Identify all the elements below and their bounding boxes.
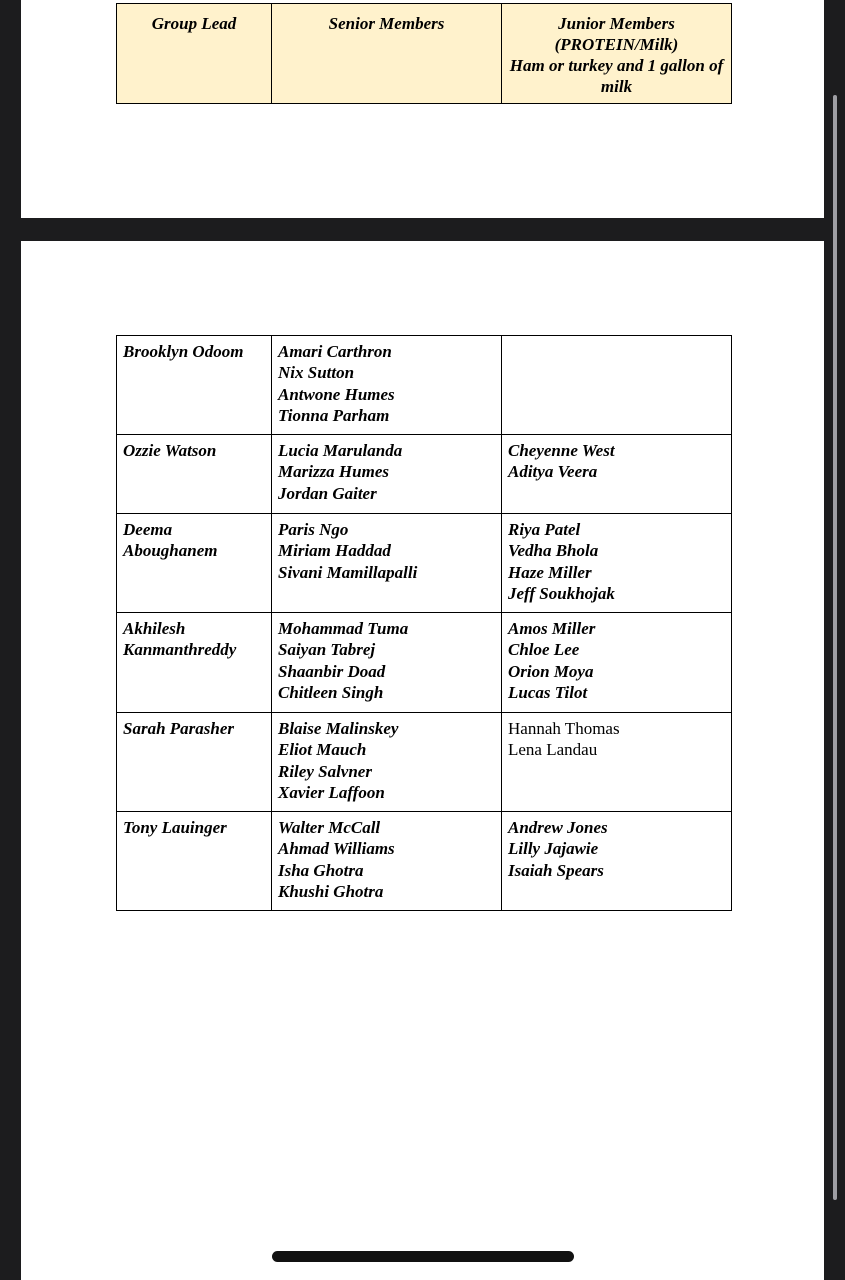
senior-member-name: Mohammad Tuma xyxy=(278,619,409,638)
table-header-row xyxy=(117,4,732,104)
senior-member-name: Sivani Mamillapalli xyxy=(278,562,418,582)
junior-member-name: Lena Landau xyxy=(508,740,598,760)
senior-member-name: Amari Carthron xyxy=(278,342,392,361)
junior-members-cell xyxy=(502,812,732,911)
group-lead-name: Akhilesh Kanmanthreddy xyxy=(123,619,237,660)
table-row xyxy=(117,713,732,812)
senior-members-cell xyxy=(272,812,502,911)
table-row xyxy=(117,812,732,911)
senior-member-name: Antwone Humes xyxy=(278,384,395,404)
header-group-lead: Group Lead xyxy=(117,4,272,104)
table-row xyxy=(117,336,732,435)
senior-member-name: Walter McCall xyxy=(278,818,381,837)
roster-table-body xyxy=(117,336,732,911)
header-junior-subtitle: (PROTEIN/Milk) xyxy=(554,35,679,54)
junior-members-cell xyxy=(502,336,732,435)
junior-member-name: Hannah Thomas xyxy=(508,719,620,738)
senior-members-cell xyxy=(272,613,502,713)
senior-member-name: Lucia Marulanda xyxy=(278,441,403,460)
junior-member-name: Vedha Bhola xyxy=(508,541,599,561)
senior-member-name: Blaise Malinskey xyxy=(278,719,399,738)
header-junior-members xyxy=(502,4,732,104)
senior-member-name: Isha Ghotra xyxy=(278,860,364,880)
senior-member-name: Paris Ngo xyxy=(278,520,349,539)
group-lead-cell xyxy=(117,336,272,435)
senior-member-name: Khushi Ghotra xyxy=(278,881,384,901)
junior-members-cell xyxy=(502,613,732,713)
group-lead-cell xyxy=(117,613,272,713)
senior-member-name: Eliot Mauch xyxy=(278,740,367,760)
junior-member-name: Lilly Jajawie xyxy=(508,839,599,859)
group-lead-cell xyxy=(117,812,272,911)
group-lead-name: Brooklyn Odoom xyxy=(123,342,244,361)
group-lead-cell xyxy=(117,514,272,613)
header-junior-note: Ham or turkey and 1 gallon of milk xyxy=(509,56,724,96)
junior-members-cell xyxy=(502,435,732,514)
group-lead-cell xyxy=(117,435,272,514)
junior-member-name: Cheyenne West xyxy=(508,441,615,460)
junior-member-name: Chloe Lee xyxy=(508,640,580,660)
vertical-scrollbar[interactable] xyxy=(833,95,837,1200)
senior-member-name: Shaanbir Doad xyxy=(278,661,386,681)
junior-member-name: Haze Miller xyxy=(508,562,592,582)
senior-members-cell xyxy=(272,336,502,435)
table-row xyxy=(117,613,732,713)
junior-member-name: Jeff Soukhojak xyxy=(508,583,615,603)
table-row xyxy=(117,514,732,613)
group-lead-cell xyxy=(117,713,272,812)
junior-member-name: Riya Patel xyxy=(508,520,581,539)
senior-member-name: Riley Salvner xyxy=(278,761,372,781)
document-page-1 xyxy=(21,0,824,218)
junior-member-name: Amos Miller xyxy=(508,619,596,638)
senior-member-name: Miriam Haddad xyxy=(278,541,391,561)
junior-member-name: Andrew Jones xyxy=(508,818,608,837)
junior-member-name: Isaiah Spears xyxy=(508,860,604,880)
senior-member-name: Tionna Parham xyxy=(278,405,390,425)
senior-member-name: Marizza Humes xyxy=(278,462,389,482)
document-page-2 xyxy=(21,241,824,1280)
group-lead-name: Sarah Parasher xyxy=(123,719,235,738)
senior-members-cell xyxy=(272,435,502,514)
junior-member-name: Orion Moya xyxy=(508,661,594,681)
group-lead-name: Ozzie Watson xyxy=(123,441,217,460)
junior-member-name: Aditya Veera xyxy=(508,462,598,482)
roster-header-table xyxy=(116,3,732,104)
group-lead-name: Deema Aboughanem xyxy=(123,520,218,561)
roster-table xyxy=(116,335,732,911)
junior-members-cell xyxy=(502,514,732,613)
header-junior-title: Junior Members xyxy=(558,14,675,33)
senior-member-name: Chitleen Singh xyxy=(278,682,384,702)
senior-members-cell xyxy=(272,713,502,812)
header-senior-members: Senior Members xyxy=(272,4,502,104)
junior-member-name: Lucas Tilot xyxy=(508,682,588,702)
senior-members-cell xyxy=(272,514,502,613)
senior-member-name: Jordan Gaiter xyxy=(278,483,377,503)
senior-member-name: Nix Sutton xyxy=(278,363,355,383)
senior-member-name: Saiyan Tabrej xyxy=(278,640,376,660)
senior-member-name: Ahmad Williams xyxy=(278,839,395,859)
senior-member-name: Xavier Laffoon xyxy=(278,782,385,802)
table-row xyxy=(117,435,732,514)
home-indicator[interactable] xyxy=(272,1251,574,1262)
junior-members-cell xyxy=(502,713,732,812)
group-lead-name: Tony Lauinger xyxy=(123,818,227,837)
